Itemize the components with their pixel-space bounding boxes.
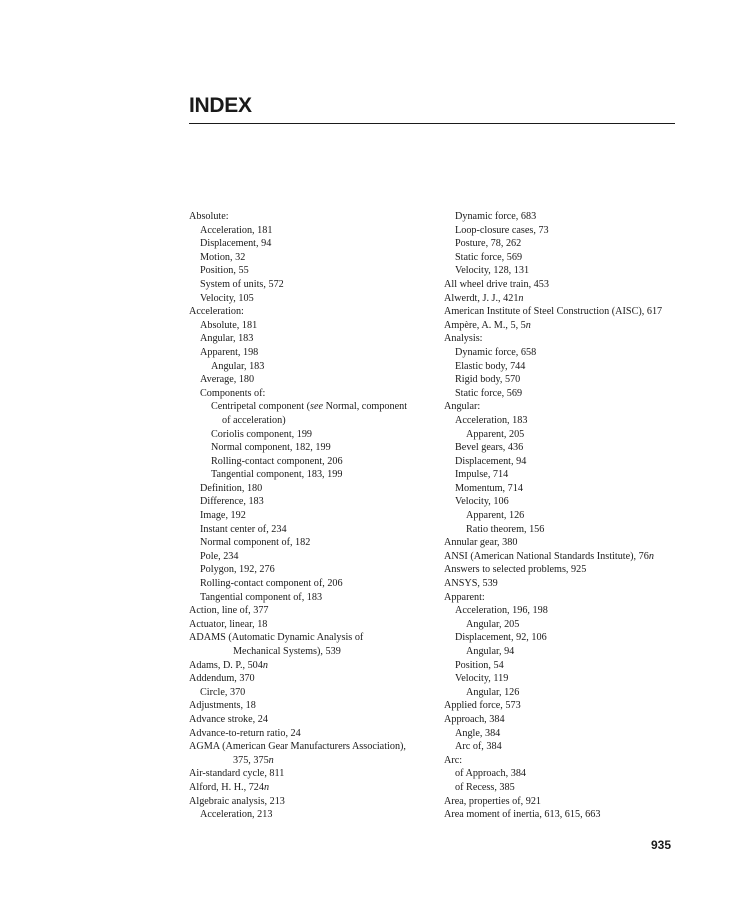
index-entry (444, 645, 704, 659)
index-entry (189, 210, 434, 224)
index-entry (444, 591, 704, 605)
index-entry (189, 373, 434, 387)
index-entry (189, 346, 434, 360)
index-entry (189, 360, 434, 374)
index-entry (189, 550, 434, 564)
index-entry (444, 441, 704, 455)
index-entry (444, 631, 704, 645)
index-entry (444, 414, 704, 428)
index-entry-text: Ampère, A. M., 5, 5 (444, 319, 526, 331)
index-entry (444, 672, 704, 686)
index-entry (189, 319, 434, 333)
index-entry-text: Absolute, 181 (200, 319, 258, 331)
index-entry (444, 292, 704, 306)
title-rule (189, 123, 675, 124)
index-entry (444, 400, 704, 414)
index-entry-italic-text: n (648, 550, 654, 562)
index-entry-text: Displacement, 92, 106 (455, 632, 547, 644)
index-entry (189, 278, 434, 292)
index-entry-text: Definition, 180 (200, 482, 263, 494)
index-entry-text: Angular, 183 (200, 333, 254, 345)
index-column-right (444, 210, 704, 822)
index-entry-text: Apparent: (444, 591, 485, 603)
index-entry (444, 224, 704, 238)
index-entry (444, 563, 704, 577)
index-entry (444, 373, 704, 387)
index-entry (189, 631, 434, 645)
index-entry (444, 468, 704, 482)
index-entry-text: Rigid body, 570 (455, 374, 521, 386)
index-entry-text: Angular, 126 (466, 686, 520, 698)
index-entry (444, 618, 704, 632)
index-entry-text: of Recess, 385 (455, 781, 515, 793)
index-entry (444, 455, 704, 469)
index-entry (189, 591, 434, 605)
index-entry-text: Arc of, 384 (455, 741, 502, 753)
index-entry (189, 292, 434, 306)
page-number: 935 (651, 838, 672, 852)
index-entry (189, 795, 434, 809)
index-entry-text: Algebraic analysis, 213 (189, 795, 285, 807)
index-entry (444, 550, 704, 564)
index-entry-text: Approach, 384 (444, 713, 505, 725)
index-entry (444, 536, 704, 550)
index-entry (444, 713, 704, 727)
index-entry (189, 455, 434, 469)
index-entry (189, 224, 434, 238)
index-entry-text: Centripetal component ( (211, 401, 311, 413)
index-entry (189, 604, 434, 618)
index-entry-text: Area, properties of, 921 (444, 795, 542, 807)
index-entry (189, 808, 434, 822)
index-entry-text: Tangential component of, 183 (200, 591, 323, 603)
index-entry (189, 509, 434, 523)
index-entry (189, 468, 434, 482)
index-entry (444, 509, 704, 523)
index-entry-text: Actuator, linear, 18 (189, 618, 268, 630)
index-entry-text: Impulse, 714 (455, 469, 509, 481)
index-entry-text: Position, 54 (455, 659, 504, 671)
index-entry-text: Angular, 183 (211, 360, 265, 372)
index-entry-text: Normal, component (323, 401, 408, 413)
index-entry-text: Circle, 370 (200, 686, 246, 698)
index-entry-italic-text: n (525, 319, 531, 331)
index-entry-text: Rolling-contact component, 206 (211, 455, 343, 467)
index-entry (444, 251, 704, 265)
index-entry (189, 387, 434, 401)
index-entry-text: Dynamic force, 658 (455, 346, 537, 358)
index-entry-text: ADAMS (Automatic Dynamic Analysis of (189, 632, 364, 644)
index-entry (189, 414, 434, 428)
index-entry-text: Angular, 205 (466, 618, 520, 630)
index-entry (189, 251, 434, 265)
index-entry-italic-text: n (518, 292, 524, 304)
index-entry (189, 305, 434, 319)
index-entry (189, 400, 434, 414)
index-entry (189, 767, 434, 781)
index-entry-text: Acceleration, 196, 198 (455, 605, 548, 617)
index-entry (189, 781, 434, 795)
index-entry-text: Normal component, 182, 199 (211, 442, 331, 454)
index-entry (444, 332, 704, 346)
index-entry (189, 699, 434, 713)
index-entry-text: Apparent, 126 (466, 510, 525, 522)
index-entry-text: Annular gear, 380 (444, 537, 518, 549)
index-entry-text: Rolling-contact component of, 206 (200, 578, 343, 590)
index-entry (444, 659, 704, 673)
index-entry-text: Angular, 94 (466, 646, 515, 657)
index-entry-text: Image, 192 (200, 510, 246, 522)
index-entry (189, 672, 434, 686)
index-entry-italic-text: n (262, 659, 268, 671)
index-entry (444, 767, 704, 781)
index-entry-text: Coriolis component, 199 (211, 428, 313, 440)
index-entry (444, 264, 704, 278)
index-entry (444, 346, 704, 360)
index-entry (444, 305, 704, 319)
index-entry-text: Area moment of inertia, 613, 615, 663 (444, 809, 601, 821)
index-entry-italic-text: n (268, 754, 274, 766)
index-entry (444, 686, 704, 700)
index-entry-text: American Institute of Steel Construction (AISC), 617 (444, 306, 663, 318)
index-entry-italic-text: see (310, 401, 324, 413)
index-entry-text: Polygon, 192, 276 (200, 564, 275, 576)
index-entry (444, 699, 704, 713)
index-entry-text: Static force, 569 (455, 251, 523, 263)
index-entry-text: Angle, 384 (455, 727, 501, 739)
index-entry-text: of Approach, 384 (455, 768, 527, 780)
page-title: INDEX (189, 94, 252, 117)
index-entry-text: Velocity, 128, 131 (455, 265, 530, 277)
index-entry (444, 781, 704, 795)
index-entry (189, 659, 434, 673)
index-entry-text: Advance-to-return ratio, 24 (189, 727, 301, 739)
index-entry (189, 727, 434, 741)
index-entry-text: Normal component of, 182 (200, 537, 311, 549)
index-entry-text: AGMA (American Gear Manufacturers Association), (189, 741, 406, 753)
index-entry (444, 727, 704, 741)
index-entry-text: Bevel gears, 436 (455, 442, 524, 454)
index-entry (189, 645, 434, 659)
index-entry (189, 536, 434, 550)
index-entry-text: Alford, H. H., 724 (189, 781, 264, 793)
index-column-left (189, 210, 434, 822)
index-entry (189, 686, 434, 700)
index-entry-text: Velocity, 106 (455, 496, 509, 508)
index-entry-text: Static force, 569 (455, 387, 523, 399)
index-entry-text: Absolute: (189, 211, 229, 222)
index-entry (189, 713, 434, 727)
index-entry (444, 604, 704, 618)
index-entry (189, 332, 434, 346)
index-entry (189, 441, 434, 455)
index-entry (189, 482, 434, 496)
index-entry-text: Acceleration, 183 (455, 414, 528, 426)
index-entry (189, 428, 434, 442)
index-entry-text: Pole, 234 (200, 550, 239, 562)
index-entry-text: Mechanical Systems), 539 (233, 646, 341, 657)
index-entry-text: System of units, 572 (200, 278, 284, 290)
index-entry-text: Alwerdt, J. J., 421 (444, 292, 519, 304)
index-entry-text: Instant center of, 234 (200, 523, 287, 535)
index-entry (444, 808, 704, 822)
index-entry (444, 278, 704, 292)
index-entry-text: Elastic body, 744 (455, 360, 526, 372)
index-entry-text: Answers to selected problems, 925 (444, 564, 587, 576)
index-entry (189, 523, 434, 537)
index-entry-text: Tangential component, 183, 199 (211, 469, 343, 481)
index-entry-text: All wheel drive train, 453 (444, 278, 549, 290)
index-entry (189, 754, 434, 768)
index-entry-text: Acceleration, 213 (200, 809, 273, 821)
index-entry-text: Velocity, 105 (200, 292, 254, 304)
index-entry (444, 523, 704, 537)
index-entry-text: Position, 55 (200, 265, 249, 277)
index-entry-text: Difference, 183 (200, 496, 264, 508)
index-entry-text: Velocity, 119 (455, 673, 509, 685)
index-entry-italic-text: n (263, 781, 270, 793)
index-entry-text: Analysis: (444, 333, 483, 345)
index-entry-text: Acceleration, 181 (200, 224, 273, 236)
index-entry (444, 482, 704, 496)
index-entry (444, 577, 704, 591)
index-entry-text: 375, 375 (233, 754, 269, 766)
index-entry (444, 237, 704, 251)
index-entry-text: Ratio theorem, 156 (466, 523, 545, 535)
index-entry (189, 563, 434, 577)
index-entry-text: Applied force, 573 (444, 700, 521, 712)
index-entry (444, 795, 704, 809)
index-entry (444, 428, 704, 442)
index-entry (189, 237, 434, 251)
index-entry-text: ANSI (American National Standards Institute), 76 (444, 550, 649, 562)
index-entry-text: Motion, 32 (200, 251, 246, 263)
index-entry-text: of acceleration) (222, 414, 286, 426)
index-entry (189, 495, 434, 509)
index-entry-text: Acceleration: (189, 306, 244, 318)
index-entry-text: Arc: (444, 754, 463, 766)
index-entry (189, 618, 434, 632)
index-entry (189, 577, 434, 591)
index-entry-text: Apparent, 205 (466, 428, 525, 440)
index-entry (189, 740, 434, 754)
index-entry-text: Components of: (200, 387, 266, 399)
index-entry-text: Addendum, 370 (189, 673, 255, 685)
index-entry-text: ANSYS, 539 (444, 578, 498, 590)
index-entry-text: Displacement, 94 (200, 238, 272, 250)
index-entry-text: Action, line of, 377 (189, 605, 269, 617)
index-entry (444, 387, 704, 401)
index-entry-text: Momentum, 714 (455, 482, 523, 494)
index-entry-text: Adams, D. P., 504 (189, 659, 263, 671)
index-entry-text: Average, 180 (200, 374, 255, 386)
index-entry (444, 319, 704, 333)
index-entry-text: Apparent, 198 (200, 346, 259, 358)
index-entry-text: Air-standard cycle, 811 (189, 768, 285, 780)
index-entry (444, 360, 704, 374)
index-entry (444, 210, 704, 224)
index-entry-text: Advance stroke, 24 (189, 713, 268, 725)
index-entry-text: Angular: (444, 401, 481, 413)
index-entry (444, 495, 704, 509)
index-entry (444, 740, 704, 754)
index-entry-text: Loop-closure cases, 73 (455, 224, 549, 236)
index-entry-text: Displacement, 94 (455, 455, 527, 467)
index-entry-text: Adjustments, 18 (189, 700, 256, 712)
index-entry-text: Posture, 78, 262 (455, 238, 522, 250)
index-entry (444, 754, 704, 768)
index-entry (189, 264, 434, 278)
index-entry-text: Dynamic force, 683 (455, 211, 537, 222)
